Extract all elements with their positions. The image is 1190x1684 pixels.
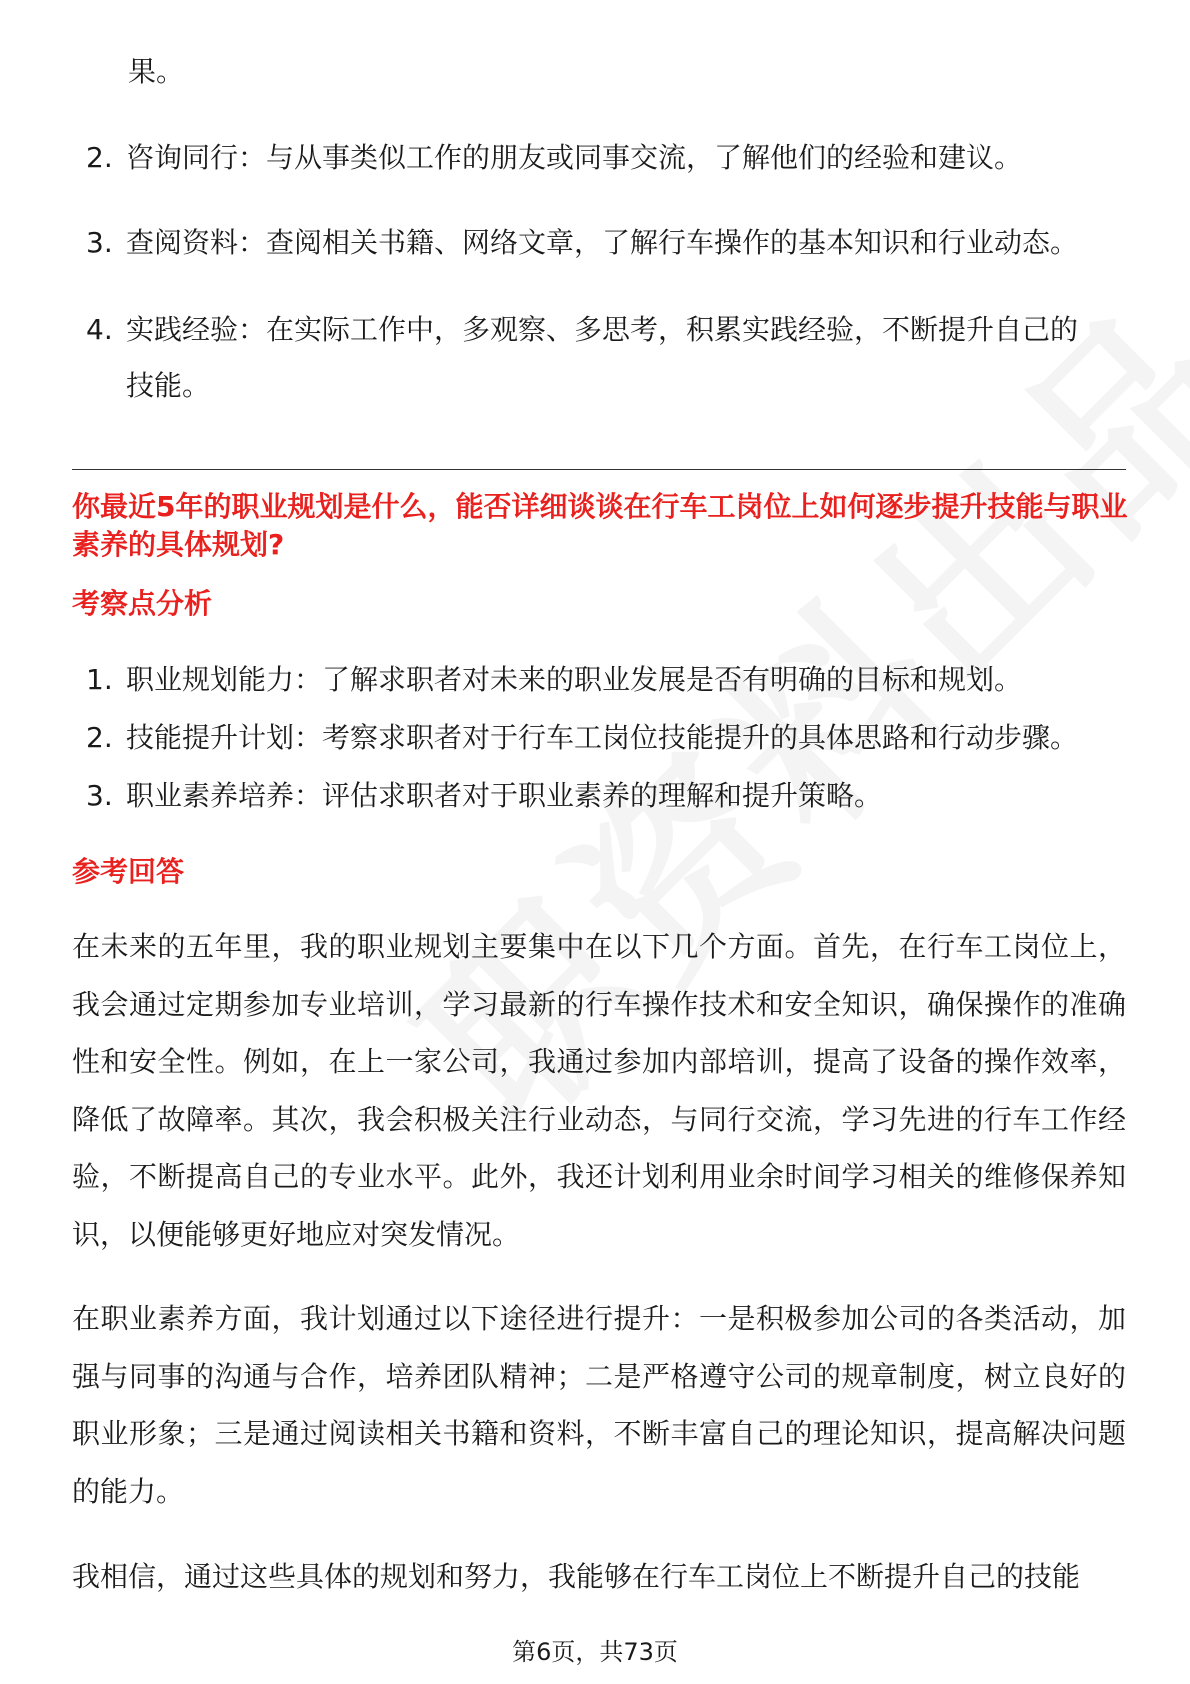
list-text: 职业规划能力：了解求职者对未来的职业发展是否有明确的目标和规划。 — [126, 663, 1023, 696]
section-divider — [72, 469, 1126, 470]
list-text-continuation: 技能。 — [126, 369, 211, 402]
answer-paragraph: 我相信，通过这些具体的规划和努力，我能够在行车工岗位上不断提升自己的技能 — [72, 1560, 1081, 1593]
analysis-heading: 考察点分析 — [72, 587, 213, 620]
list-number: 3. — [86, 779, 113, 812]
list-number: 3. — [86, 226, 113, 259]
question-heading: 你最近5年的职业规划是什么，能否详细谈谈在行车工岗位上如何逐步提升技能与职业素养的具体规划? — [72, 490, 1128, 561]
list-text: 咨询同行：与从事类似工作的朋友或同事交流，了解他们的经验和建议。 — [126, 141, 1023, 174]
list-text: 技能提升计划：考察求职者对于行车工岗位技能提升的具体思路和行动步骤。 — [126, 721, 1079, 754]
answer-heading: 参考回答 — [72, 855, 185, 888]
list-continuation-text: 果。 — [128, 55, 185, 88]
list-number: 2. — [86, 721, 113, 754]
list-text: 实践经验：在实际工作中，多观察、多思考，积累实践经验，不断提升自己的 — [126, 313, 1079, 346]
page-number: 第6页，共73页 — [512, 1638, 678, 1666]
list-number: 1. — [86, 663, 113, 696]
list-number: 2. — [86, 141, 113, 174]
answer-paragraph: 在职业素养方面，我计划通过以下途径进行提升：一是积极参加公司的各类活动，加强与同事的沟通与合作，培养团队精神；二是严格遵守公司的规章制度，树立良好的职业形象；三是通过阅读相关书籍和资料，不断丰富自己的理论知识，提高解决问题的能力。 — [72, 1302, 1126, 1508]
answer-paragraph: 在未来的五年里，我的职业规划主要集中在以下几个方面。首先，在行车工岗位上，我会通过定期参加专业培训，学习最新的行车操作技术和安全知识，确保操作的准确性和安全性。例如，在上一家公司，我通过参加内部培训，提高了设备的操作效率，降低了故障率。其次，我会积极关注行业动态，与同行交流，学习先进的行车工作经验，不断提高自己的专业水平。此外，我还计划利用业余时间学习相关的维修保养知识，以便能够更好地应对突发情况。 — [72, 930, 1126, 1251]
list-number: 4. — [86, 313, 113, 346]
list-text: 查阅资料：查阅相关书籍、网络文章，了解行车操作的基本知识和行业动态。 — [126, 226, 1079, 259]
list-text: 职业素养培养：评估求职者对于职业素养的理解和提升策略。 — [126, 779, 883, 812]
